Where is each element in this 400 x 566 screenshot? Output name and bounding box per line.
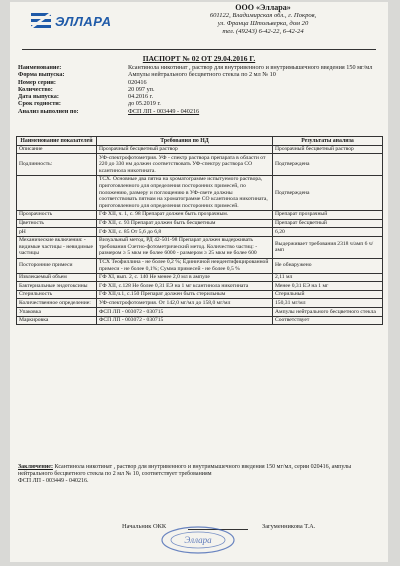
meta-key: Форма выпуска: <box>18 71 65 79</box>
meta-row <box>18 100 378 107</box>
signer-name: Загуменникова Т.А. <box>262 523 316 530</box>
conclusion <box>18 464 380 485</box>
table-row <box>17 175 383 210</box>
signer-title: Начальник ОКК <box>122 523 167 530</box>
row-result-cell: Ампулы нейтрального бесцветного стекла <box>273 308 383 317</box>
meta-row <box>18 86 378 93</box>
header-divider <box>22 49 376 50</box>
table-row <box>17 299 383 308</box>
row-parameter-cell: pH <box>17 228 97 237</box>
table-header-row <box>17 137 383 146</box>
row-result-cell: Подтверждена <box>273 154 383 176</box>
row-result-cell: Выдерживает требования 2318 ч/амп 6 ч/амп <box>273 236 383 258</box>
row-result-cell: Стерильный <box>273 290 383 299</box>
meta-value: ФСП ЛП - 003449 - 040216 <box>128 107 200 115</box>
row-requirement-cell: УФ-спектрофотометрия. УФ - спектр раствора препарата в области от 220 до 330 нм должен соответствовать УФ-спектру раствора СО ксантинола никотината. <box>97 154 273 176</box>
analysis-table <box>16 136 383 325</box>
table-row <box>17 145 383 154</box>
meta-key: Дата выпуска: <box>18 93 59 101</box>
table-row <box>17 308 383 317</box>
row-result-cell: Препарат бесцветный <box>273 219 383 228</box>
row-result-cell: Препарат прозрачный <box>273 210 383 219</box>
table-row <box>17 273 383 282</box>
table-row <box>17 316 383 325</box>
meta-row <box>18 71 378 78</box>
company-address-line: 601122, Владимирская обл., г. Покров, <box>209 12 317 19</box>
meta-value: Ампулы нейтрального бесцветного стекла по 2 мл № 10 <box>128 71 276 79</box>
table-row <box>17 154 383 176</box>
company-logo-text: ЭЛЛАРА <box>55 14 112 29</box>
row-parameter-cell: Маркировка <box>17 316 97 325</box>
stamp-label: Эллара <box>184 535 212 545</box>
conclusion-ref: ФСП ЛП - 003449 - 040216. <box>18 478 89 484</box>
row-requirement-cell: ТСХ. Основные два пятна на хроматограмме испытуемого раствора, приготовленного для определения посторонних примесей, по положению, размеру и поглощению в УФ-свете должны соответствовать пятнам на хроматограмме СО ксантинола никотината, приготовленного для определения посторонних примесей. <box>97 175 273 210</box>
meta-value: Ксантинола никотинат , раствор для внутривенного и внутримышечного введения 150 мг/мл <box>128 64 373 71</box>
row-result-cell: Соответствует <box>273 316 383 325</box>
company-address-line: ул. Франца Штольверка, дом 20 <box>217 20 309 27</box>
row-result-cell: Подтверждена <box>273 175 383 210</box>
company-phone-line: тел. (49243) 6-42-22, 6-42-24 <box>222 28 304 35</box>
row-parameter-cell: Бактериальные эндотоксины <box>17 282 97 291</box>
table-row <box>17 228 383 237</box>
row-result-cell: Менее 0,31 ЕЭ на 1 мг <box>273 282 383 291</box>
meta-value: 20 097 уп. <box>128 85 155 93</box>
column-header: Наименование показателей <box>17 137 97 146</box>
table-row <box>17 290 383 299</box>
row-parameter-cell: Описание <box>17 145 97 154</box>
meta-row <box>18 93 378 100</box>
meta-key: Наименование: <box>18 64 62 71</box>
row-requirement-cell: ГФ XII, с.128 Не более 0,31 ЕЭ на 1 мг ксантинола никотината <box>97 282 273 291</box>
row-parameter-cell: Стерильность <box>17 290 97 299</box>
column-header: Требования по НД <box>97 137 273 146</box>
conclusion-text: Ксантинола никотинат , раствор для внутривенного и внутримышечного введения 150 мг/мл, серии 020416, ампулы нейтрального бесцветного стекла по 2 мл № 10, соответствует требованиям <box>18 464 352 477</box>
conclusion-lead: Заключение: <box>18 464 53 470</box>
row-result-cell: Не обнаружено <box>273 258 383 273</box>
table-row <box>17 282 383 291</box>
table-row <box>17 258 383 273</box>
passport-document <box>10 2 388 562</box>
row-requirement-cell: ГФ XI, вып. 2, с. 140 Не менее 2,0 мл в ампуле <box>97 273 273 282</box>
row-result-cell: Прозрачный бесцветный раствор <box>273 145 383 154</box>
product-meta <box>18 64 378 115</box>
meta-key: Срок годности: <box>18 100 61 108</box>
row-requirement-cell: ГФ XII, ч. 1, с. 98 Препарат должен быть прозрачным. <box>97 210 273 219</box>
meta-value: 04.2016 г. <box>128 93 154 101</box>
meta-row <box>18 108 378 115</box>
company-name: ООО «Эллара» <box>235 3 291 12</box>
row-requirement-cell: ФСП ЛП - 003072 - 030715 <box>97 316 273 325</box>
table-row <box>17 236 383 258</box>
meta-key: Количество: <box>18 85 53 93</box>
row-requirement-cell: ГФ XII, с. 93 Препарат должен быть бесцветным <box>97 219 273 228</box>
table-row <box>17 210 383 219</box>
meta-row <box>18 79 378 86</box>
row-result-cell: 2,11 мл <box>273 273 383 282</box>
row-requirement-cell: Прозрачный бесцветный раствор <box>97 145 273 154</box>
meta-key: Номер серии: <box>18 78 56 86</box>
company-details <box>178 4 348 36</box>
row-requirement-cell: ТСХ Теофиллина - не более 0,2 %; Единичной неидентифицированной примеси - не более 0,1%; Сумма примесей - не более 0,5 % <box>97 258 273 273</box>
company-logo-icon <box>30 10 52 32</box>
row-parameter-cell: Посторонние примеси <box>17 258 97 273</box>
row-parameter-cell: Механические включения: - видимые частицы - невидимые частицы <box>17 236 97 258</box>
row-requirement-cell: УФ-спектрофотометрия. От 142,0 мг/мл до 158,0 мг/мл <box>97 299 273 308</box>
row-parameter-cell: Количественное определение: <box>17 299 97 308</box>
row-parameter-cell <box>17 175 97 210</box>
row-requirement-cell: Визуальный метод, РД 42-501-98 Препарат должен выдерживать требования Счетно-фотометрический метод. Количество частиц: - размером ≥ 5 мкм не более 6000 - размером ≥ 25 мкм не более 600 <box>97 236 273 258</box>
meta-value: 020416 <box>128 78 147 86</box>
row-result-cell: 150,31 мг/мл <box>273 299 383 308</box>
row-parameter-cell: Цветность <box>17 219 97 228</box>
document-title: ПАСПОРТ № 02 ОТ 29.04.2016 Г. <box>142 54 256 63</box>
meta-key: Анализ выполнен по: <box>18 107 79 115</box>
document-header <box>10 2 388 48</box>
row-parameter-cell: Упаковка <box>17 308 97 317</box>
row-parameter-cell: Подлинность: <box>17 154 97 176</box>
row-parameter-cell: Извлекаемый объем <box>17 273 97 282</box>
column-header: Результаты анализа <box>273 137 383 146</box>
row-result-cell: 6,20 <box>273 228 383 237</box>
row-requirement-cell: ФСП ЛП - 003072 - 030715 <box>97 308 273 317</box>
row-parameter-cell: Прозрачность <box>17 210 97 219</box>
meta-value: до 05.2019 г. <box>128 100 161 108</box>
meta-row <box>18 64 378 71</box>
row-requirement-cell: ГФ XII, с. 85 От 5,6 до 6,8 <box>97 228 273 237</box>
row-requirement-cell: ГФ XII,ч.1, с.150 Препарат должен быть стерильным <box>97 290 273 299</box>
company-stamp-icon <box>160 525 236 555</box>
table-row <box>17 219 383 228</box>
